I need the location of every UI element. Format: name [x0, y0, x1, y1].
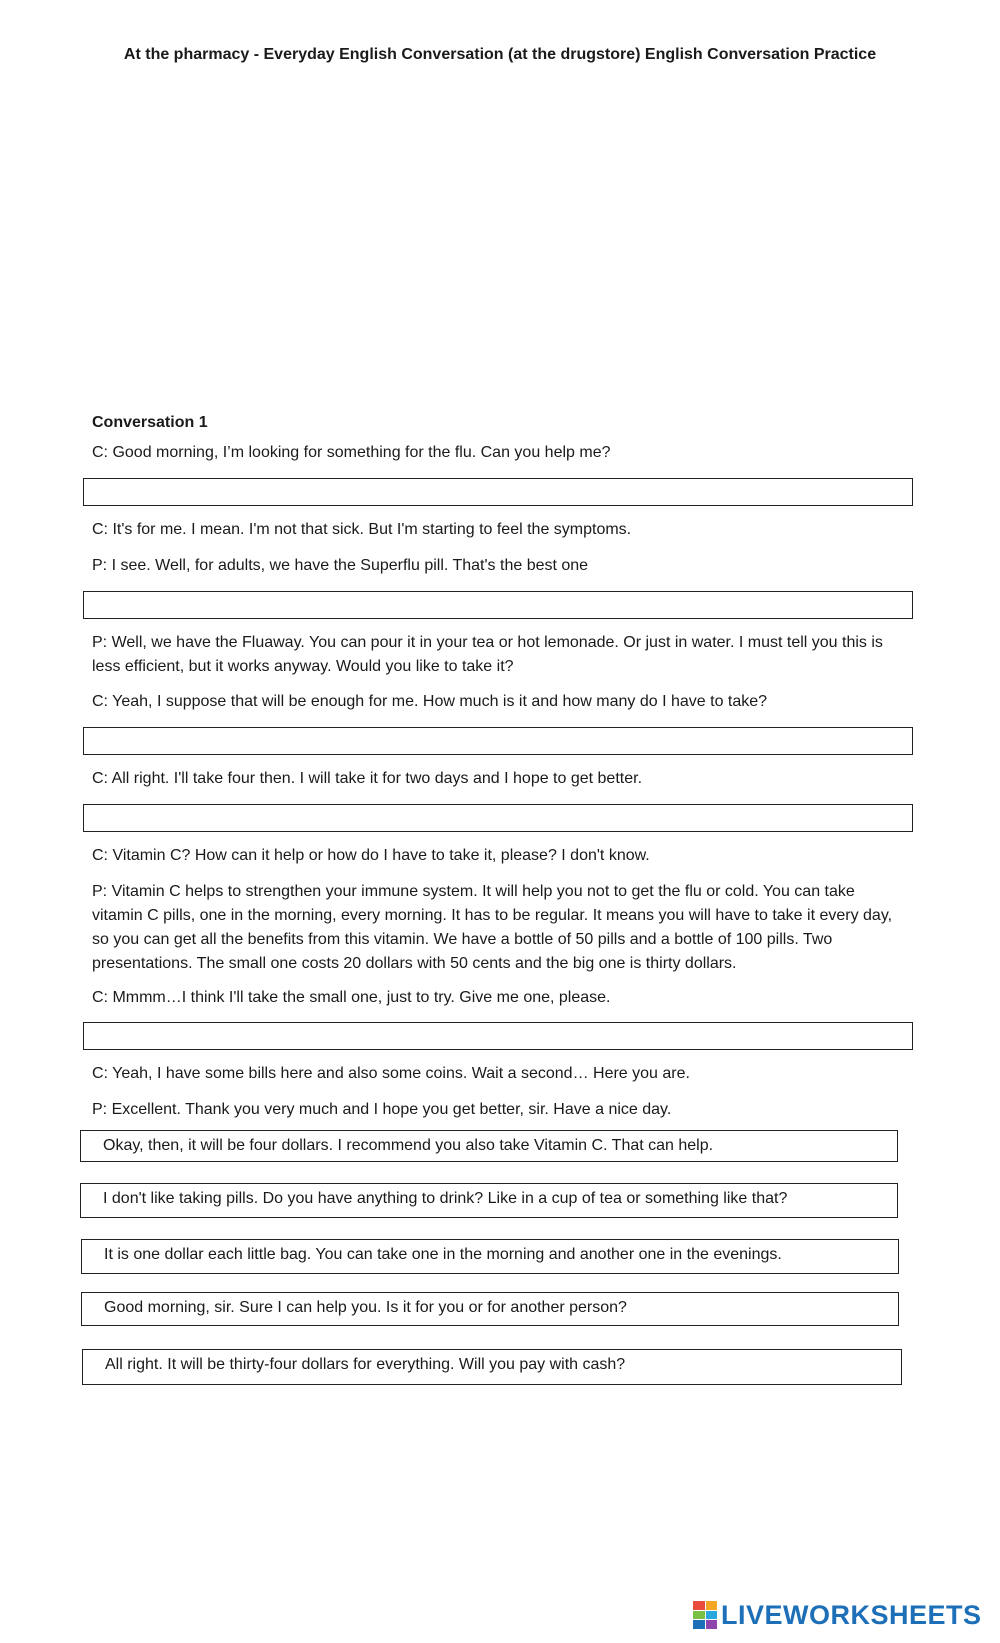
conversation-heading: Conversation 1 — [92, 414, 208, 431]
dialogue-line: P: I see. Well, for adults, we have the Superflu pill. That's the best one — [92, 557, 589, 574]
logo-text: LIVEWORKSHEETS — [721, 1599, 982, 1630]
answer-drop-slot-1[interactable] — [83, 478, 913, 506]
dialogue-line: C: Mmmm…I think I'll take the small one, just to try. Give me one, please. — [92, 989, 611, 1006]
answer-drop-slot-2[interactable] — [83, 591, 913, 619]
dialogue-line: P: Well, we have the Fluaway. You can pour it in your tea or hot lemonade. Or just in water. I must tell you this is less efficient, but it works anyway. Would you like to take it? — [92, 634, 883, 675]
draggable-answer-option[interactable]: Good morning, sir. Sure I can help you. Is it for you or for another person? — [81, 1292, 899, 1326]
page-title: At the pharmacy - Everyday English Conversation (at the drugstore) English Conversation Practice — [123, 46, 877, 63]
dialogue-line: P: Vitamin C helps to strengthen your immune system. It will help you not to get the flu or cold. You can take vitamin C pills, one in the morning, every morning. It has to be regular. It means you will have to take it every day, so you can get all the benefits from this vitamin. We have a bottle of 50 pills and a bottle of 100 pills. Two presentations. The small one costs 20 dollars with 50 cents and the big one is thirty dollars. — [92, 883, 893, 972]
dialogue-line: C: Yeah, I suppose that will be enough for me. How much is it and how many do I have to take? — [92, 693, 768, 710]
draggable-answer-option[interactable]: All right. It will be thirty-four dollars for everything. Will you pay with cash? — [82, 1349, 902, 1385]
dialogue-line: C: All right. I'll take four then. I will take it for two days and I hope to get better. — [92, 770, 643, 787]
dialogue-line: C: Vitamin C? How can it help or how do I have to take it, please? I don't know. — [92, 847, 650, 864]
dialogue-line: C: Yeah, I have some bills here and also some coins. Wait a second… Here you are. — [92, 1065, 690, 1082]
answer-drop-slot-3[interactable] — [83, 727, 913, 755]
dialogue-line: C: Good morning, I’m looking for something for the flu. Can you help me? — [92, 444, 611, 461]
logo-blocks-icon — [693, 1601, 717, 1629]
dialogue-line: P: Excellent. Thank you very much and I hope you get better, sir. Have a nice day. — [92, 1101, 672, 1118]
answer-drop-slot-4[interactable] — [83, 804, 913, 832]
draggable-answer-option[interactable]: It is one dollar each little bag. You can take one in the morning and another one in the evenings. — [81, 1239, 899, 1274]
answer-drop-slot-5[interactable] — [83, 1022, 913, 1050]
draggable-answer-option[interactable]: I don't like taking pills. Do you have anything to drink? Like in a cup of tea or something like that? — [80, 1183, 898, 1218]
liveworksheets-logo — [693, 1598, 982, 1632]
draggable-answer-option[interactable]: Okay, then, it will be four dollars. I recommend you also take Vitamin C. That can help. — [80, 1130, 898, 1162]
dialogue-line: C: It's for me. I mean. I'm not that sick. But I'm starting to feel the symptoms. — [92, 521, 632, 538]
